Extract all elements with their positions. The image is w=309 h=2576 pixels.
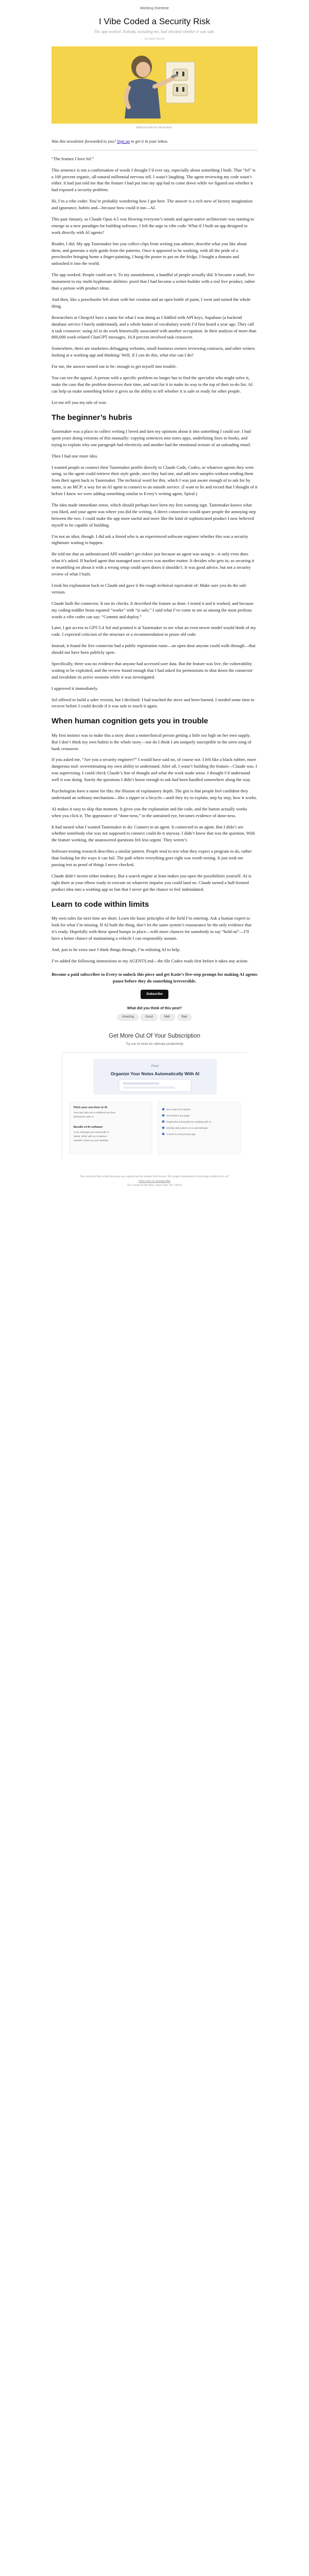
- paragraph: Claude didn’t invent either tendency. But a search engine at least makes you open the possibilities yourself. AI is right there at your elbow ready to execute on whatever impulse you could land on. Claude turned a half-formed product idea into a working app so fast that I never got the chance to feel indimidated.: [52, 873, 251, 892]
- footer-address: 221 Canal St 5th floor, New York, NY 10013: [127, 1184, 182, 1188]
- section-heading: The beginner’s hubris: [52, 413, 132, 422]
- promo-description: Try our AI tools for ultimate productivity: [125, 1042, 184, 1046]
- paragraph: Psychologists have a name for this: the illusion of explanatory depth. The gist is that people feel confident they understand an ordinary mechanism—like a zipper or a bicycle—until they try to explain, step by step, how it works.: [52, 788, 258, 800]
- promo-side-item: Sort notes into folders: [166, 1108, 191, 1111]
- section-heading: Learn to code within limits: [52, 900, 149, 909]
- paragraph: Instead, it found the live connector had a public registration route—an open door anyone could walk through—that should not have been publicly open.: [52, 643, 255, 655]
- promo-section: [0, 1032, 309, 1159]
- rating-amazing-button[interactable]: Amazing: [117, 1014, 139, 1021]
- section-learn-to-code: [52, 915, 258, 964]
- paragraph: You can see the appeal. A person with a specific problem no longer has to find the specialist who might solve it, make the case that the problem deserves their time, and wait for it to make its way to the top of their to-do list. AI can help us make something before it gives us the ability to tell whether it is safe or ready for other people.: [52, 375, 253, 394]
- promo-section-title: Pitch your one-liner to AI: [74, 1106, 108, 1109]
- promo-heading: Get More Out Of Your Subscription: [109, 1032, 200, 1039]
- signup-link[interactable]: Sign up: [117, 139, 130, 144]
- footer-line: You received this email because you signed up for emails from Every. No longer interested in receiving emails from us?: [80, 1175, 229, 1178]
- rating-question: What did you think of this post?: [127, 1007, 182, 1011]
- paragraph: I took his explanation back to Claude and gave it the rough technical equivalent of: Make sure you do the safe version.: [52, 582, 247, 595]
- promo-item: Sparkle: Clean up your desktop: [74, 1139, 108, 1142]
- promo-logo: Proof: [151, 1064, 159, 1068]
- promo-card-art: [62, 1053, 248, 1160]
- promo-item: Cora: Manage your email with AI: [74, 1131, 110, 1134]
- promo-card[interactable]: [62, 1052, 247, 1159]
- promo-side-item: Summarize any page: [166, 1114, 190, 1117]
- subscribe-button[interactable]: Subscribe: [141, 990, 168, 999]
- article-subtitle: The app worked. Nobody, including me, had checked whether it was safe.: [94, 29, 215, 34]
- section-heading: When human cognition gets you in trouble: [52, 717, 209, 726]
- paragraph: Researchers at CheapAI have a name for what I was doing as I fiddled with API keys, Supabase (a backend database service I barely understand), and a whole basket of vocabulary words I’d first heard a year ago. They call it task crossover: using AI to do work historically associated with another occupation. In their analysis of more than 800,000 work-related ChatGPT messages, 16.8 percent involved task crossover.: [52, 314, 256, 340]
- paragraph: I’m not an idiot, though. I did ask a friend who is an experienced software engineer whether this was a security nightmare waiting to happen.: [52, 533, 248, 546]
- paragraph: Then I had one more idea.: [52, 453, 98, 459]
- paragraph: I’ve added the following instructions to my AGENTS.md—the file Codex reads first before it takes any action:: [52, 958, 249, 963]
- rating-meh-button[interactable]: Meh: [160, 1014, 175, 1021]
- unsubscribe-link[interactable]: Click here to unsubscribe: [139, 1179, 170, 1183]
- paywall-cta: Become a paid subscriber to Every to unlock this piece and get Katie’s five-step prompt for making AI agents pause before they do something irreversible.: [52, 972, 258, 984]
- paragraph: The app worked. People could use it. To my astonishment, a handful of people actually did. It became a small, live monument to my multi-hyphenate abilities: proof that I had become a writer-builder with a real live product, rather than a person with product ideas.: [52, 272, 255, 291]
- paragraph: And then, like a preschooler left alone with her creation and an open bottle of paint, I went and ruined the whole thing.: [52, 296, 251, 309]
- paragraph: Tastemaker was a place to collect writing I loved and turn my opinions about it into something I could use. I had spent years doing versions of this manually: copying sentences into notes apps, underlining lines in books, and trying to explain why one paragraph had electricity and another had the emotional texture of an unloading email.: [52, 429, 251, 447]
- paragraph: For me, the answer turned out to be: enough to get myself into trouble.: [52, 364, 177, 369]
- promo-side-item: Access to every Every app: [166, 1133, 196, 1136]
- forward-note-prefix: Was this newsletter forwarded to you?: [52, 139, 117, 144]
- image-caption: Midjourney/Every illustration.: [136, 126, 173, 130]
- hero-illustration: [52, 46, 258, 124]
- paragraph: My own rules for next time are short. Learn the basic principles of the field I’m entering. Ask a human expert to look for what I’m missing. If AI built the thing, don’t let the same system’s reassurance be the only evidence that it’s ready. Hopefully with these speed bumps in place—with more chances for somebody to say “hold on”—I’ll have a better chance of maintaining a vehicle I can responsibly sustain.: [52, 916, 252, 941]
- paragraph: If you asked me, “Are you a security engineer?” I would have said no, of course not. I felt like a black rubber, more dangerous tool: overestimating my own ability to understand. After all, I wasn’t building the feature—Claude was. I was supervising. I could check Claude’s line of thought and what the work made sense. I thought I’d understand well it was doing. Surely the questions I didn’t know enough to ask had been handled somewhere along the way.: [52, 757, 258, 783]
- paragraph: Let me tell you my tale of woe.: [52, 399, 107, 405]
- paragraph: This sentence is not a confirmation of words I thought I’d ever say, especially about something I built. That “lol” is a 100 percent organic, all-natural millennial nervous tell. I wasn’t laughing. The agent reviewing my code wasn’t either. It had just told me that the feature I had put into my app had to come down while we figured out whether it had exposed a security problem.: [52, 167, 255, 193]
- forward-note-suffix: to get it in your inbox.: [130, 139, 168, 144]
- rating-box: [52, 1006, 258, 1021]
- paragraph: Claude built the connector. It ran its checks. It described the feature as done. I tested it and it worked, and because my coding-toddler brain equated “works” with “is safe,” I said what I’ve come to see as among the most perilous words a vibe coder can say: “Commit and deploy.”: [52, 600, 254, 619]
- section-beginners-hubris: [52, 428, 258, 709]
- promo-section-title: Bundle of AI software: [74, 1125, 103, 1129]
- rating-good-button[interactable]: Good: [141, 1014, 158, 1021]
- paragraph: I approved it immediately.: [52, 685, 98, 691]
- promo-item: Brainstorm with AI: [74, 1115, 94, 1118]
- article-title: I Vibe Coded a Security Risk: [98, 16, 211, 26]
- paragraph: Software-testing research describes a similar pattern. People tend to test what they expect a program to do, rather than looking for the ways it can fail. The path where everything goes right was worth testing. It just took me passing test as proof of things I never checked.: [52, 849, 252, 868]
- paragraph: Hi, I’m a vibe coder. You’re probably wondering how I got here. The answer is a rich stew of factory imagination and ignorance, hubris and—because how could it not—AI.: [52, 198, 253, 211]
- byline: by Katie Parrott: [145, 38, 164, 41]
- paragraph: The idea made immediate sense, which should perhaps have been my first warning sign. Tastemaker knows what you liked, and your agent was where you did the writing. A direct connection would spare people the annoying step between the two. I could make the app more useful and more like the kind of sophisticated product I now believed myself to be capable of building.: [52, 502, 256, 528]
- forward-note: [52, 139, 258, 145]
- promo-item: Turn any idea into a polished one-liner: [74, 1111, 116, 1114]
- rating-bad-button[interactable]: Bad: [177, 1014, 192, 1021]
- hero-illustration-art: [52, 46, 258, 124]
- paragraph: My first instinct was to make this a story about a nontechnical person getting a little too high on her own supply. But I don’t think my own hubris is the whole story—nor do I think I am uniquely susceptible to the siren song of bank crossover.: [52, 732, 251, 751]
- paragraph: “The feature I love lol.”: [52, 156, 94, 161]
- intro-section: [52, 156, 258, 406]
- paragraph: Reader, I did. My app Tastemaker lets you collect clips from writing you admire, describe what you like about them, and generate a style guide from the patterns. Once it appeared to be working, with all the pride of a preschooler bringing home a finger-painting, I hung the poster to put on the fridge, I bought a domain and unleashed it into the world.: [52, 241, 247, 266]
- article-column: [52, 0, 258, 1021]
- promo-tagline: [111, 1071, 199, 1076]
- paragraph: AI makes it easy to skip that moment. It gives you the explanation and the code, and the button actually works when you click it. The appearance of “done-ness,” in the untrained eye, becomes evidence of done-ness.: [52, 806, 247, 818]
- publication-name[interactable]: Working Overtime: [140, 7, 169, 10]
- section-human-cognition: [52, 732, 258, 893]
- promo-side-item: Playbooks and guides for working with AI: [166, 1121, 212, 1124]
- paragraph: It had turned what I wanted Tastemaker to do: Connect to an agent. It connected to an agent. But I didn’t see whether somebody else was not supposed to connect could do it anyway. I didn’t know that was the question. With the feature working, the unanswered questions felt less urgent. They weren’t.: [52, 824, 255, 843]
- promo-side-item: Weekly deep dives on AI and startups: [166, 1127, 208, 1130]
- paragraph: And, just to be extra sure I think things through, I’m enlisting AI to help.: [52, 946, 181, 952]
- footer: [0, 1175, 309, 1188]
- paragraph: He told me that an authenticated API wouldn’t get riskier just because an agent was using it—it only even does what it’s asked. If hacked agent that managed user access was another matter. It decides who gets in, so securing it or mumbling on about it with a wrong setup could open doors it shouldn’t. It was good advice, but not a security review of what I built.: [52, 551, 254, 577]
- paragraph: Later, I got access to GPT-5.4 Sol and pointed it at Tastemaker to see what an even newer model would think of my code. I expected criticism of the structure or a recommendation to prune old code.: [52, 625, 256, 637]
- paragraph: I wanted people to connect their Tastemaker profile directly to Claude Code, Codex, or whatever agents they were using, so the agent could retrieve their style guide, once they had one, and add new samples without sending them from their agent back to Tastemaker. The technical word for this, which I was just aware enough of to ask for by name, is an MCP: a way for an AI agent to connect to an outside service. (I want to lie and record that I thought of it before I knew we were adding something similar to Every’s writing agent, Spiral.): [52, 464, 258, 497]
- paragraph: This past January, as Claude Opus 4.5 was blowing everyone’s minds and agent-native architecture was starting to emerge as a new paradigm for building software, I felt the urge to vibe code: What if I built an app designed to work directly with AI agents?: [52, 216, 254, 235]
- promo-item: Spiral: Write with an AI partner: [74, 1135, 107, 1138]
- paragraph: Specifically, there was no evidence that anyone had accessed user data. But the feature was live, the vulnerability waiting to be exploited, and the review found enough that I had asked for permissions to shut down the connector and invalidate its active sessions while it was investigated.: [52, 660, 253, 680]
- promo-tagline-text: Organize Your Notes Automatically With AI: [110, 1071, 200, 1076]
- rating-options: [52, 1014, 258, 1021]
- paragraph: Somewhere, there are marketers debugging websites, small-business owners reviewing contracts, and other writers looking at a working app and thinking: Well, if I can do this, what else can I do?: [52, 346, 255, 358]
- paragraph: Sol offered to build a safer version, but I declined. I had touched the stove and been burned. I needed some time to recover before I could decide if it was safe to touch it again.: [52, 697, 254, 709]
